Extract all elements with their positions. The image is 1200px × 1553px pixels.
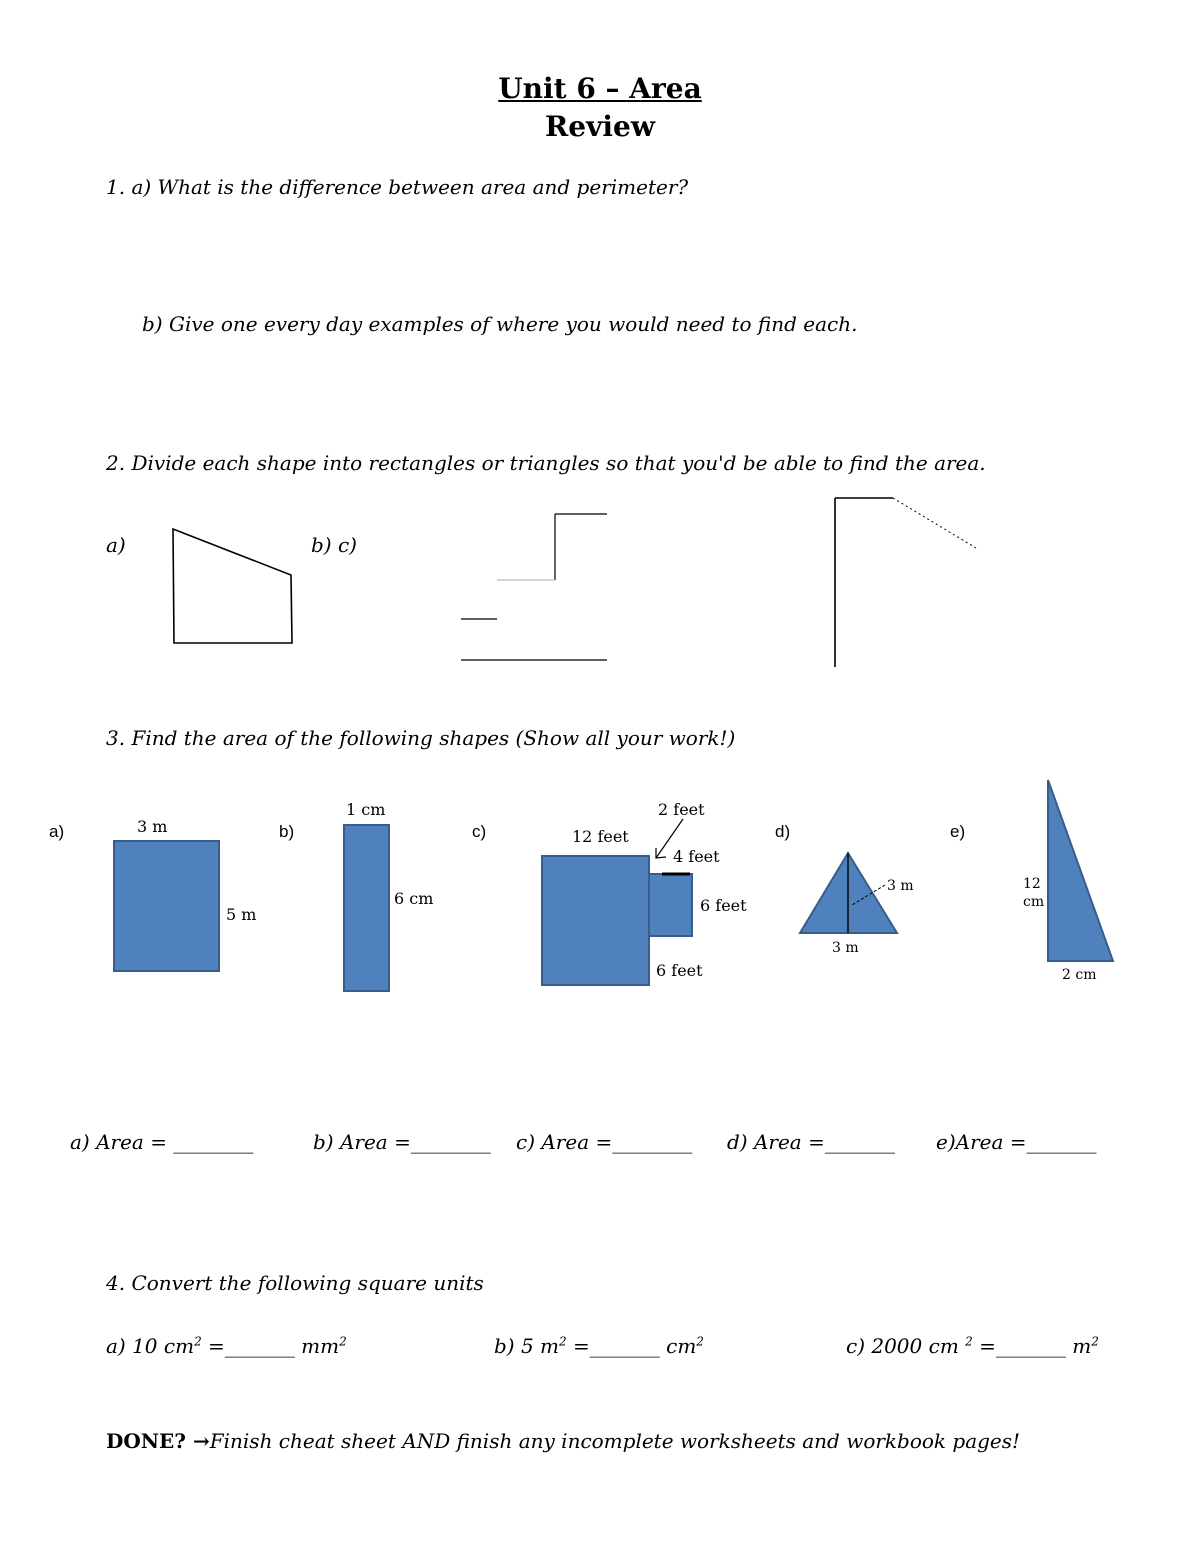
question-2: 2. Divide each shape into rectangles or triangles so that you'd be able to find the area.	[106, 451, 986, 475]
q3e-height-dim-2: cm	[1023, 894, 1045, 910]
q4c-lhs: c) 2000 cm	[846, 1334, 966, 1358]
q3c-small-top-dim: 2 feet	[658, 800, 705, 819]
done-label: DONE?	[106, 1429, 193, 1453]
q4c-rhs: =_______ m	[972, 1334, 1092, 1358]
question-1a: 1. a) What is the difference between area and perimeter?	[106, 175, 689, 199]
question-1b: b) Give one every day examples of where you would need to find each.	[142, 312, 858, 336]
q3-label-c: c)	[472, 822, 487, 841]
q3-answer-b: b) Area =________	[313, 1130, 491, 1154]
q3c-big-top-dim: 12 feet	[572, 827, 629, 846]
q2-label-bc: b) c)	[311, 533, 357, 557]
q3e-base-dim: 2 cm	[1062, 967, 1097, 983]
q4-part-a	[106, 1334, 347, 1358]
q4b-sq-2: 2	[696, 1334, 704, 1349]
q4a-lhs: a) 10 cm	[106, 1334, 195, 1358]
q3-answer-c: c) Area =________	[516, 1130, 693, 1154]
q4b-sq: 2	[559, 1334, 567, 1349]
q3a-top-dim: 3 m	[137, 817, 168, 836]
arrow-icon: →	[192, 1429, 210, 1453]
q3e-triangle	[1048, 780, 1113, 961]
q4b-lhs: b) 5 m	[494, 1334, 560, 1358]
q3d-height-dim: 3 m	[887, 878, 914, 894]
q3-label-d: d)	[775, 822, 791, 841]
question-3: 3. Find the area of the following shapes (Show all your work!)	[106, 726, 736, 750]
q3b-side-dim: 6 cm	[394, 889, 434, 908]
q4c-sq-2: 2	[1091, 1334, 1099, 1349]
q4a-rhs: =_______ mm	[201, 1334, 340, 1358]
q3-label-a: a)	[49, 822, 65, 841]
q4-part-c	[846, 1334, 1099, 1358]
question-4: 4. Convert the following square units	[106, 1271, 484, 1295]
q3c-bottom-dim: 6 feet	[656, 961, 703, 980]
done-instructions: Finish cheat sheet AND finish any incomplete worksheets and workbook pages!	[209, 1429, 1021, 1453]
q2-label-a: a)	[106, 533, 126, 557]
q3-answer-a: a) Area = ________	[70, 1130, 254, 1154]
q4b-rhs: =_______ cm	[566, 1334, 697, 1358]
q3c-small-side-dim: 6 feet	[700, 896, 747, 915]
footer-done-line	[106, 1429, 1020, 1453]
page-title: Unit 6 – Area	[498, 72, 702, 105]
q3e-height-dim-1: 12	[1023, 876, 1041, 892]
q3-answer-d: d) Area =_______	[727, 1130, 895, 1154]
q4a-sq-2: 2	[339, 1334, 347, 1349]
q3a-side-dim: 5 m	[226, 905, 257, 924]
q4a-sq: 2	[194, 1334, 202, 1349]
q3-label-e: e)	[950, 822, 966, 841]
q3b-top-dim: 1 cm	[346, 800, 386, 819]
q3c-arrow-line	[656, 819, 683, 858]
q3-answer-e: e)Area =_______	[936, 1130, 1097, 1154]
page-subtitle: Review	[545, 110, 655, 143]
q3d-base-dim: 3 m	[832, 940, 859, 956]
q3c-gap-dim: 4 feet	[673, 847, 720, 866]
q3-label-b: b)	[279, 822, 295, 841]
q4-part-b	[494, 1334, 704, 1358]
q4c-sq: 2	[965, 1334, 973, 1349]
